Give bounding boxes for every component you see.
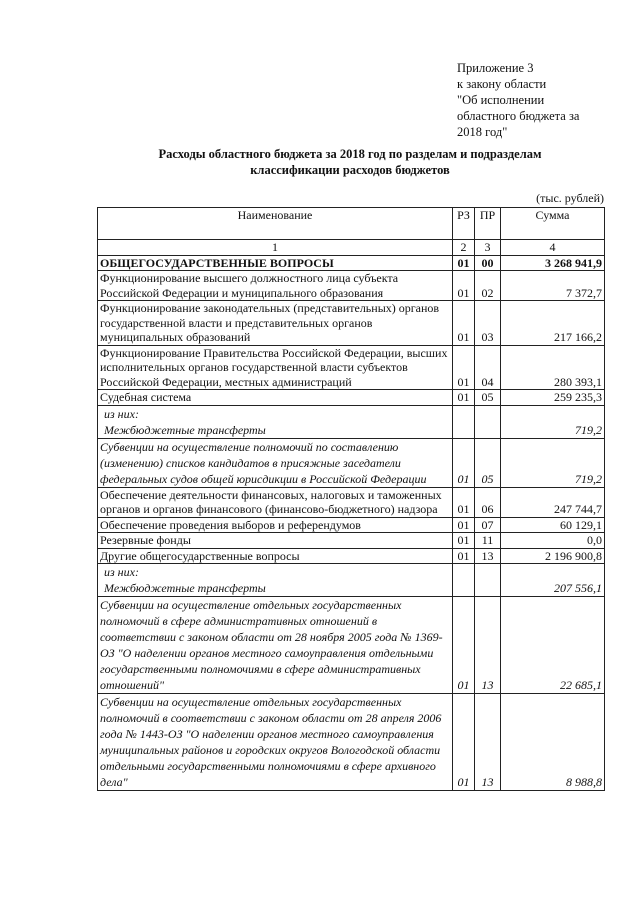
row-rz [453,405,475,438]
row-pr: 07 [475,517,501,533]
table-row [98,271,605,301]
row-name-text: Межбюджетные трансферты [104,581,266,595]
row-pr [475,564,501,597]
appendix-line: Приложение 3 [457,61,534,75]
column-number-row [98,240,605,256]
table-row [98,255,605,271]
col-number: 2 [453,240,475,256]
row-pr: 11 [475,533,501,549]
row-sum: 8 988,8 [501,694,605,791]
table-row [98,438,605,487]
table-row [98,517,605,533]
row-pr: 13 [475,694,501,791]
budget-table [97,207,605,791]
col-number: 3 [475,240,501,256]
row-rz [453,564,475,597]
appendix-line: областного бюджета за [457,109,580,123]
row-pr: 13 [475,597,501,694]
row-pr: 03 [475,301,501,346]
row-sum: 0,0 [501,533,605,549]
row-sum: 719,2 [501,405,605,438]
table-row [98,597,605,694]
row-rz: 01 [453,597,475,694]
table-row [98,301,605,346]
row-name: Резервные фонды [98,533,453,549]
col-number: 1 [98,240,453,256]
col-number: 4 [501,240,605,256]
row-sum: 2 196 900,8 [501,548,605,564]
row-name: Субвенции на осуществление полномочий по составлению (изменению) списков кандидатов в присяжные заседатели федеральных судов общей юрисдикции в Российской Федерации [98,438,453,487]
table-row [98,345,605,390]
row-sum: 247 744,7 [501,487,605,517]
table-row [98,694,605,791]
row-sum: 280 393,1 [501,345,605,390]
row-rz: 01 [453,255,475,271]
title-line: Расходы областного бюджета за 2018 год по разделам и подразделам [158,147,542,161]
row-sum: 3 268 941,9 [501,255,605,271]
row-rz: 01 [453,694,475,791]
row-rz: 01 [453,271,475,301]
row-pr: 00 [475,255,501,271]
row-rz: 01 [453,548,475,564]
row-name [98,564,453,597]
row-rz: 01 [453,487,475,517]
row-pr: 02 [475,271,501,301]
row-name: Обеспечение проведения выборов и референдумов [98,517,453,533]
row-name: Судебная система [98,390,453,406]
row-pr: 05 [475,390,501,406]
row-rz: 01 [453,301,475,346]
row-subheading: из них: [104,406,139,421]
table-row [98,564,605,597]
row-sum: 217 166,2 [501,301,605,346]
row-sum: 259 235,3 [501,390,605,406]
title-line: классификации расходов бюджетов [250,163,450,177]
appendix-line: к закону области [457,77,547,91]
appendix-note [457,60,607,140]
row-name: Обеспечение деятельности финансовых, налоговых и таможенных органов и органов финансового (финансово-бюджетного) надзора [98,487,453,517]
row-sum: 207 556,1 [501,564,605,597]
header-name: Наименование [98,208,453,240]
header-pr: ПР [475,208,501,240]
row-subheading: из них: [104,565,139,579]
row-pr [475,405,501,438]
row-rz: 01 [453,345,475,390]
appendix-line: "Об исполнении [457,93,545,107]
row-name: Функционирование законодательных (представительных) органов государственной власти и представительных органов муниципальных образований [98,301,453,346]
table-row [98,533,605,549]
row-sum: 22 685,1 [501,597,605,694]
row-name-text: Межбюджетные трансферты [104,422,266,437]
row-name: Другие общегосударственные вопросы [98,548,453,564]
row-rz: 01 [453,438,475,487]
appendix-line: 2018 год" [457,125,508,139]
header-row [98,208,605,240]
row-name: ОБЩЕГОСУДАРСТВЕННЫЕ ВОПРОСЫ [98,255,453,271]
document-title [100,146,600,178]
row-pr: 06 [475,487,501,517]
row-name [98,405,453,438]
row-sum: 719,2 [501,438,605,487]
row-pr: 04 [475,345,501,390]
header-sum: Сумма [501,208,605,240]
row-pr: 13 [475,548,501,564]
row-sum: 7 372,7 [501,271,605,301]
row-sum: 60 129,1 [501,517,605,533]
row-name: Функционирование высшего должностного лица субъекта Российской Федерации и муниципального образования [98,271,453,301]
row-pr: 05 [475,438,501,487]
table-row [98,405,605,438]
table-row [98,390,605,406]
units-label: (тыс. рублей) [536,191,604,205]
table-row [98,487,605,517]
row-rz: 01 [453,533,475,549]
row-name: Субвенции на осуществление отдельных государственных полномочий в сфере административных отношений в соответствии с законом области от 28 ноября 2005 года № 1369-ОЗ "О наделении органов местного самоуправления отдельными государственными полномочиями в сфере административных отношений" [98,597,453,694]
row-name: Субвенции на осуществление отдельных государственных полномочий в соответствии с законом области от 28 апреля 2006 года № 1443-ОЗ "О наделении органов местного самоуправления муниципальных районов и городских округов Вологодской области отдельными государственными полномочиями в сфере архивного дела" [98,694,453,791]
row-name: Функционирование Правительства Российской Федерации, высших исполнительных органов государственной власти субъектов Российской Федерации, местных администраций [98,345,453,390]
header-rz: РЗ [453,208,475,240]
row-rz: 01 [453,390,475,406]
row-rz: 01 [453,517,475,533]
table-row [98,548,605,564]
